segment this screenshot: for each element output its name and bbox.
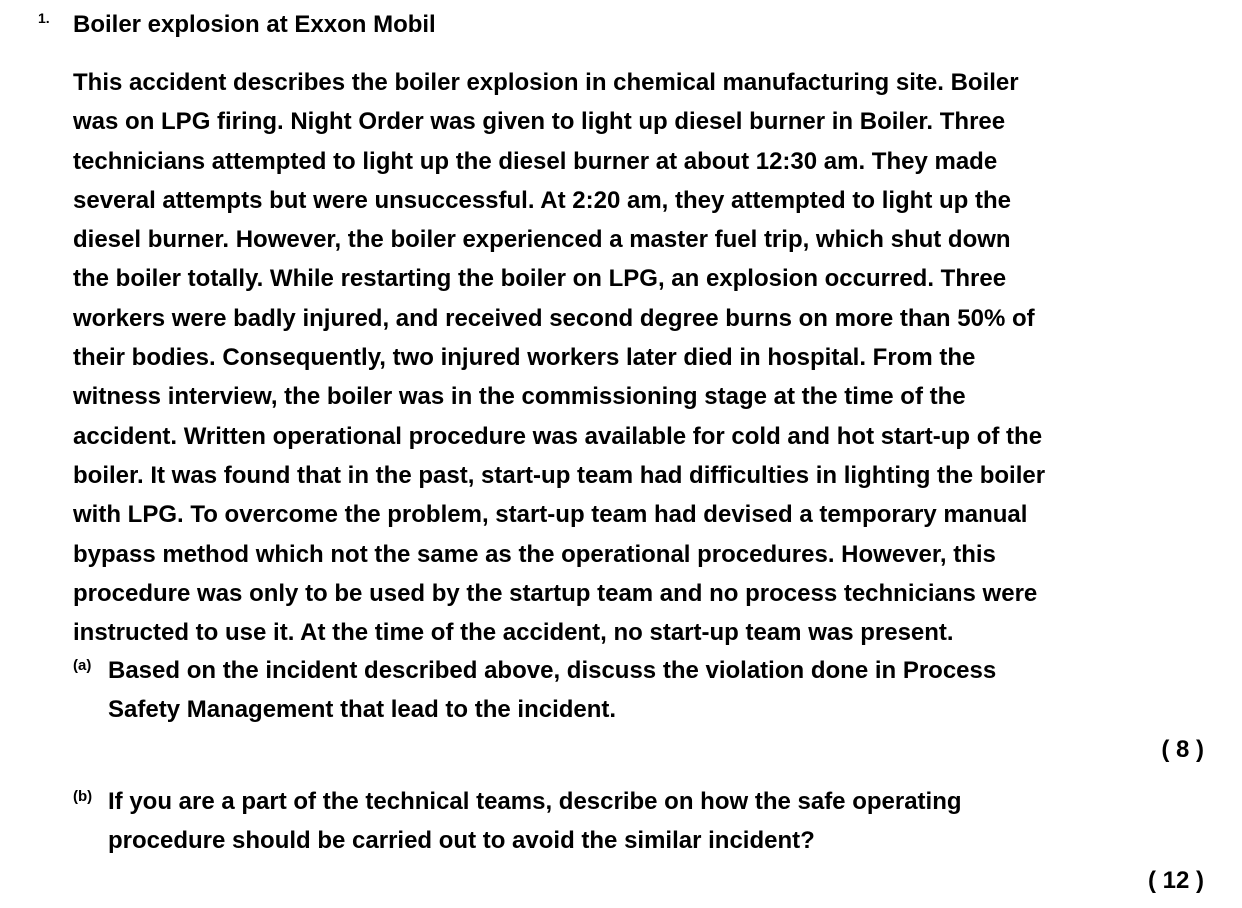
part-b-line: If you are a part of the technical teams, describe on how the safe operating (108, 788, 962, 815)
passage-line: procedure was only to be used by the startup team and no process technicians were (73, 579, 1038, 607)
passage-line: was on LPG firing. Night Order was given to light up diesel burner in Boiler. Three (73, 108, 1006, 136)
part-b-label: (b) (73, 788, 93, 805)
passage-line: boiler. It was found that in the past, start-up team had difficulties in lighting the boiler (73, 461, 1046, 489)
question-title: Boiler explosion at Exxon Mobil (73, 11, 436, 38)
passage-line: several attempts but were unsuccessful. At 2:20 am, they attempted to light up the (73, 186, 1011, 214)
passage-line: accident. Written operational procedure was available for cold and hot start-up of the (73, 422, 1043, 450)
part-a-marks: ( 8 ) (1161, 736, 1204, 763)
passage-line: This accident describes the boiler explosion in chemical manufacturing site. Boiler (73, 69, 1019, 96)
passage-line: witness interview, the boiler was in the commissioning stage at the time of the (73, 383, 966, 411)
passage-line: their bodies. Consequently, two injured workers later died in hospital. From the (73, 344, 976, 372)
part-b-marks: ( 12 ) (1147, 867, 1204, 894)
passage-line: workers were badly injured, and received second degree burns on more than 50% of (73, 304, 1035, 332)
question-number: 1. (38, 10, 50, 26)
part-a-text (108, 651, 1208, 730)
part-a-line: Safety Management that lead to the incident. (108, 696, 617, 724)
part-a-line: Based on the incident described above, discuss the violation done in Process (108, 657, 997, 684)
question-passage (73, 63, 1213, 652)
part-b-line: procedure should be carried out to avoid the similar incident? (108, 827, 815, 855)
passage-line: bypass method which not the same as the operational procedures. However, this (73, 540, 996, 568)
passage-line: diesel burner. However, the boiler experienced a master fuel trip, which shut down (73, 226, 1011, 254)
passage-line: technicians attempted to light up the diesel burner at about 12:30 am. They made (73, 147, 998, 175)
passage-line: instructed to use it. At the time of the accident, no start-up team was present. (73, 619, 954, 647)
passage-line: the boiler totally. While restarting the boiler on LPG, an explosion occurred. Three (73, 265, 1007, 293)
part-b-text (108, 782, 1208, 861)
part-a-label: (a) (73, 657, 92, 674)
passage-line: with LPG. To overcome the problem, start-up team had devised a temporary manual (73, 501, 1028, 529)
